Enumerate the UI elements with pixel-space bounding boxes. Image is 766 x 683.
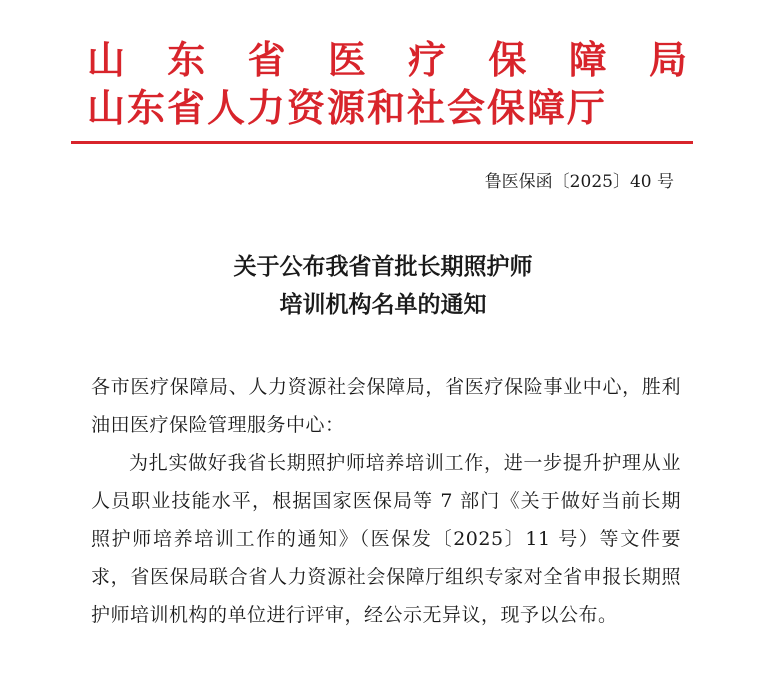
agency-char: 省 [247, 37, 286, 82]
agency-name-medical-security [87, 38, 687, 82]
recipients-text: 各市医疗保障局、人力资源社会保障局，省医疗保险事业中心，胜利油田医疗保险管理服务中心： [91, 376, 681, 436]
agency-char: 医 [327, 37, 366, 82]
document-title-line-2: 培训机构名单的通知 [279, 291, 487, 318]
body-paragraph-1 [91, 444, 681, 634]
agency-char: 障 [568, 37, 607, 82]
recipients-block [91, 368, 681, 444]
red-header-rule [71, 141, 693, 144]
agency-char: 山 [87, 37, 126, 82]
agency-char: 局 [648, 37, 687, 82]
document-number: 鲁医保函〔2025〕40 号 [484, 172, 674, 192]
agency-char: 东 [167, 37, 206, 82]
agency-char: 保 [488, 37, 527, 82]
body-paragraph-text: 为扎实做好我省长期照护师培养培训工作，进一步提升护理从业人员职业技能水平，根据国家医保局等 7 部门《关于做好当前长期照护师培养培训工作的通知》（医保发〔2025〕11 号）等文件要求，省医保局联合省人力资源社会保障厅组织专家对全省申报长期照护师培训机构的单位进行评审，经公示无异议，现予以公布。 [91, 452, 681, 626]
agency-name-human-resources: 山东省人力资源和社会保障厅 [87, 85, 608, 130]
document-title-line-1: 关于公布我省首批长期照护师 [233, 253, 533, 280]
agency-char: 疗 [408, 37, 447, 82]
